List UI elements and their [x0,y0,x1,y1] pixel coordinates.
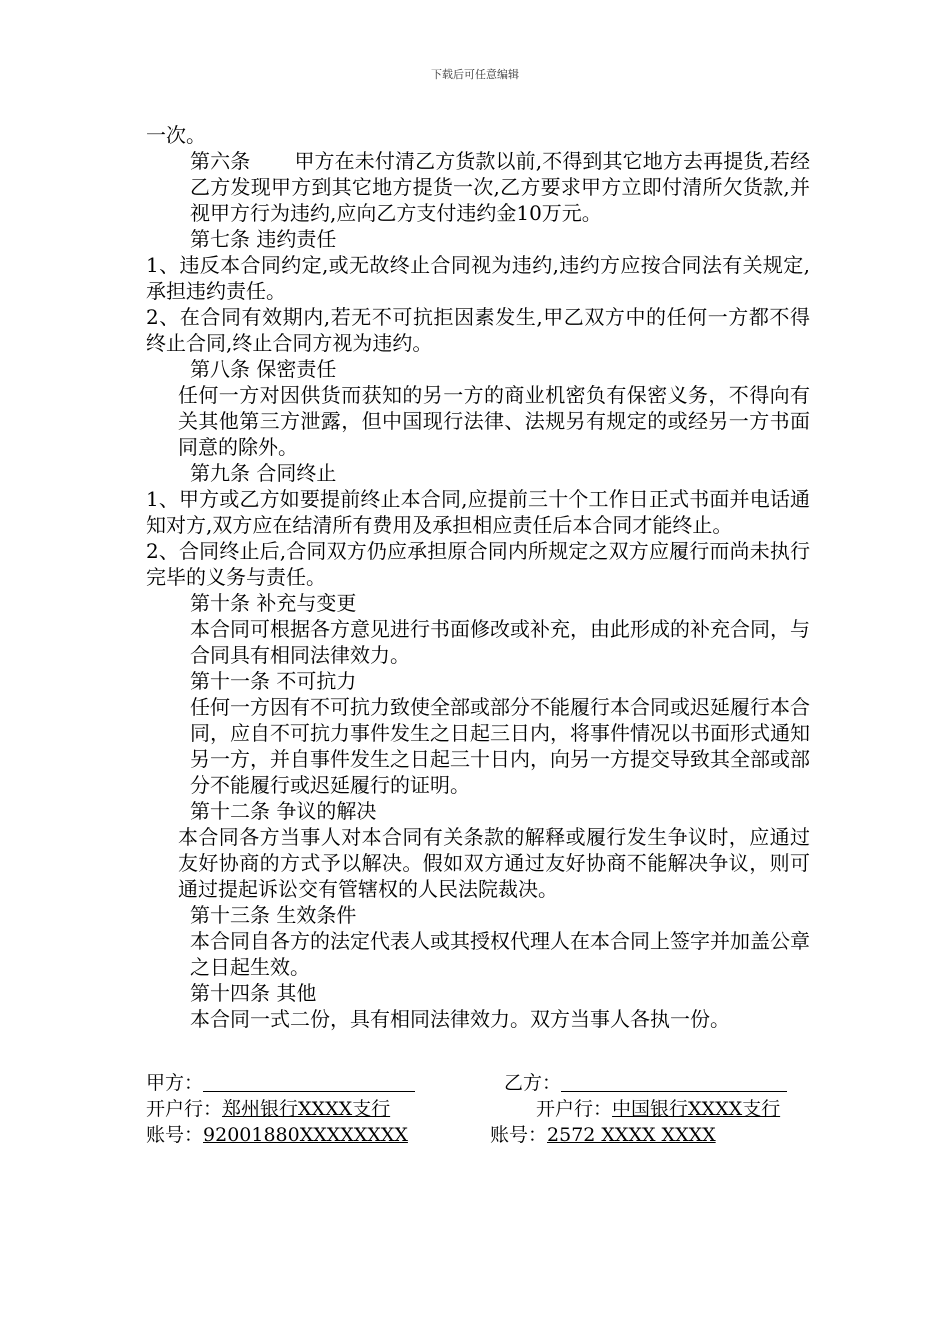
signature-account-row [146,1122,810,1148]
article-7-item-2: 2、在合同有效期内,若无不可抗拒因素发生,甲乙双方中的任何一方都不得终止合同,终止合同方视为违约。 [146,305,810,355]
party-a-bank [146,1096,390,1122]
page-header-note: 下载后可任意编辑 [431,68,519,81]
party-b-bank [536,1096,780,1122]
article-9-item-1: 1、甲方或乙方如要提前终止本合同,应提前三十个工作日正式书面并电话通知对方,双方应在结清所有费用及承担相应责任后本合同才能终止。 [146,487,810,537]
article-6-text: 甲方在未付清乙方货款以前,不得到其它地方去再提货,若经乙方发现甲方到其它地方提货一次,乙方要求甲方立即付清所欠货款,并视甲方行为违约,应向乙方支付违约金10万元。 [190,149,810,225]
article-9-title: 第九条 合同终止 [190,461,337,485]
party-a-account-value: 92001880XXXXXXXX [203,1124,408,1146]
article-11-title: 第十一条 不可抗力 [190,669,357,693]
article-9-item-2: 2、合同终止后,合同双方仍应承担原合同内所规定之双方应履行而尚未执行完毕的义务与责任。 [146,539,810,589]
party-b-bank-value: 中国银行XXXX支行 [612,1098,781,1120]
party-b-account-value: 2572 XXXX XXXX [547,1124,716,1146]
party-a [146,1070,415,1096]
article-10-title: 第十条 补充与变更 [190,591,357,615]
article-7-item-1: 1、违反本合同约定,或无故终止合同视为违约,违约方应按合同法有关规定,承担违约责任。 [146,253,810,303]
party-b-account [490,1122,747,1148]
party-a-bank-value: 郑州银行XXXX支行 [222,1098,391,1120]
article-7-title: 第七条 违约责任 [190,227,337,251]
article-6-label: 第六条 [190,149,251,173]
signature-party-row [146,1070,810,1096]
contract-body [146,122,810,1032]
party-b-bank-label: 开户行： [536,1098,613,1120]
party-a-account [146,1122,408,1148]
party-a-bank-label: 开户行： [146,1098,223,1120]
article-13-title: 第十三条 生效条件 [190,903,357,927]
party-a-signature-line [203,1071,415,1092]
article-11-text: 任何一方因有不可抗力致使全部或部分不能履行本合同或迟延履行本合同，应自不可抗力事件发生之日起三日内，将事件情况以书面形式通知另一方，并自事件发生之日起三十日内，向另一方提交导致其全部或部分不能履行或迟延履行的证明。 [190,695,810,797]
article-14-text: 本合同一式二份，具有相同法律效力。双方当事人各执一份。 [190,1007,730,1031]
signature-bank-row [146,1096,810,1122]
article-10-text: 本合同可根据各方意见进行书面修改或补充，由此形成的补充合同，与合同具有相同法律效力。 [190,617,810,667]
article-12-text: 本合同各方当事人对本合同有关条款的解释或履行发生争议时，应通过友好协商的方式予以解决。假如双方通过友好协商不能解决争议，则可通过提起诉讼交有管辖权的人民法院裁决。 [178,825,810,901]
party-a-label: 甲方： [146,1072,204,1094]
paragraph-continuation: 一次。 [146,123,206,147]
party-b [504,1070,787,1096]
article-12-title: 第十二条 争议的解决 [190,799,377,823]
party-b-account-label: 账号： [490,1124,548,1146]
article-6 [146,148,810,226]
party-b-label: 乙方： [504,1072,562,1094]
party-b-signature-line [561,1071,787,1092]
article-8-title: 第八条 保密责任 [190,357,337,381]
article-13-text: 本合同自各方的法定代表人或其授权代理人在本合同上签字并加盖公章之日起生效。 [190,929,810,979]
party-a-account-label: 账号： [146,1124,204,1146]
article-8-text: 任何一方对因供货而获知的另一方的商业机密负有保密义务，不得向有关其他第三方泄露，但中国现行法律、法规另有规定的或经另一方书面同意的除外。 [178,383,810,459]
signature-block [146,1070,810,1148]
article-14-title: 第十四条 其他 [190,981,317,1005]
